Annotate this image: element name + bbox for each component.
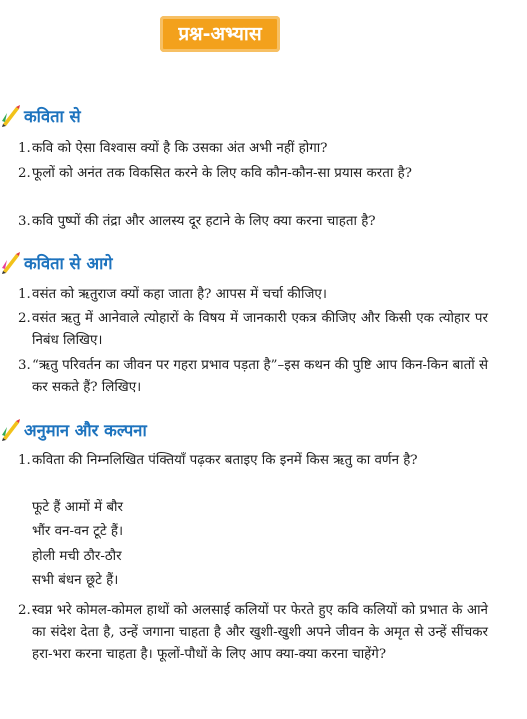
question-number: 3.: [18, 358, 31, 373]
page-title: प्रश्न-अभ्यास: [178, 23, 262, 45]
question-number: 2.: [18, 603, 31, 618]
question-number: 1.: [18, 141, 31, 156]
question-item: [18, 163, 488, 185]
question-item: [18, 211, 488, 233]
question-item: [18, 450, 488, 472]
question-item: [18, 308, 488, 352]
pen-icon: [0, 103, 22, 127]
section-heading-kavita-se: [0, 103, 81, 127]
poem-line: होली मची ठौर-ठौर: [32, 549, 122, 564]
question-item: [18, 284, 488, 306]
question-text: फूलों को अनंत तक विकसित करने के लिए कवि कौन-कौन-सा प्रयास करता है?: [32, 166, 412, 181]
question-text: कवि पुष्पों की तंद्रा और आलस्य दूर हटाने के लिए क्या करना चाहता है?: [32, 214, 376, 229]
question-number: 2.: [18, 166, 31, 181]
pen-icon: [0, 250, 22, 274]
question-text: वसंत ऋतु में आनेवाले त्योहारों के विषय में जानकारी एकत्र कीजिए और किसी एक त्योहार पर निबंध लिखिए।: [32, 311, 488, 348]
section-title: कविता से: [24, 106, 81, 126]
poem-line: सभी बंधन छूटे हैं।: [32, 573, 119, 588]
poem-line: फूटे हैं आमों में बौर: [32, 500, 123, 515]
question-text: “ऋतु परिवर्तन का जीवन पर गहरा प्रभाव पड़ता है”–इस कथन की पुष्टि आप किन-किन बातों से कर सकते हैं? लिखिए।: [32, 358, 488, 395]
page-header-banner: [160, 16, 280, 52]
question-item: [18, 355, 488, 399]
question-item: [18, 138, 488, 160]
poem-line: भौंर वन-वन टूटे हैं।: [32, 524, 124, 539]
pen-icon: [0, 417, 22, 441]
question-text: स्वप्न भरे कोमल-कोमल हाथों को अलसाई कलियों पर फेरते हुए कवि कलियों को प्रभात के आने का संदेश देता है, उन्हें जगाना चाहता है और खुशी-खुशी अपने जीवन के अमृत से उन्हें सींचकर हरा-भरा करना चाहता है। फूलों-पौधों के लिए आप क्या-क्या करना चाहेंगे?: [32, 603, 488, 662]
section-heading-anuman-aur-kalpana: [0, 417, 147, 441]
question-number: 2.: [18, 311, 31, 326]
section-title: कविता से आगे: [24, 253, 113, 273]
question-number: 3.: [18, 214, 31, 229]
question-text: वसंत को ऋतुराज क्यों कहा जाता है? आपस में चर्चा कीजिए।: [32, 287, 327, 302]
section-title: अनुमान और कल्पना: [24, 420, 147, 440]
question-number: 1.: [18, 287, 31, 302]
question-item: [18, 600, 488, 666]
question-number: 1.: [18, 453, 31, 468]
question-text: कवि को ऐसा विश्वास क्यों है कि उसका अंत अभी नहीं होगा?: [32, 141, 328, 156]
section-heading-kavita-se-aage: [0, 250, 113, 274]
question-text: कविता की निम्नलिखित पंक्तियाँ पढ़कर बताइए कि इनमें किस ऋतु का वर्णन है?: [32, 453, 418, 468]
